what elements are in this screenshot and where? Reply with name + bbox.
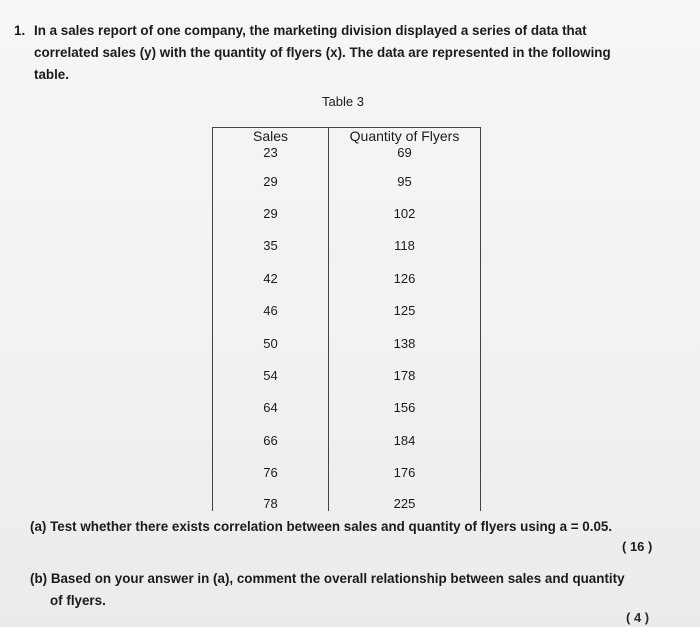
part-b-line-1: (b) Based on your answer in (a), comment the overall relationship between sales and quantity	[30, 571, 625, 586]
cell-flyers: 126	[329, 262, 481, 294]
cell-sales: 76	[213, 457, 329, 489]
cell-sales: 35	[213, 230, 329, 262]
question-number: 1.	[14, 23, 26, 38]
question-line-1-text: In a sales report of one company, the marketing division displayed a series of data that	[34, 23, 587, 38]
cell-sales: 42	[213, 262, 329, 294]
part-b-marks: ( 4 )	[626, 610, 650, 625]
cell-sales: 50	[213, 327, 329, 359]
cell-flyers: 125	[329, 295, 481, 327]
table-header-row	[213, 128, 481, 146]
table-row	[213, 165, 481, 197]
cell-sales: 29	[213, 165, 329, 197]
header-sales: Sales	[213, 128, 329, 146]
cell-sales: 46	[213, 295, 329, 327]
table-row	[213, 392, 481, 424]
cell-flyers: 69	[329, 145, 481, 165]
table-row	[213, 424, 481, 456]
part-a-marks: ( 16 )	[622, 539, 653, 554]
cell-flyers: 184	[329, 424, 481, 456]
table-row	[213, 489, 481, 511]
table-row	[213, 457, 481, 489]
table-row	[213, 295, 481, 327]
part-a-text: (a) Test whether there exists correlation between sales and quantity of flyers using a = 0.05.	[30, 519, 613, 534]
cell-flyers: 176	[329, 457, 481, 489]
cell-flyers: 138	[329, 327, 481, 359]
table-row	[213, 262, 481, 294]
table-row	[213, 145, 481, 165]
question-line-3: table.	[34, 67, 69, 82]
cell-sales: 64	[213, 392, 329, 424]
cell-flyers: 102	[329, 197, 481, 229]
table-row	[213, 230, 481, 262]
cell-sales: 29	[213, 197, 329, 229]
cell-flyers: 225	[329, 489, 481, 511]
table-caption: Table 3	[322, 94, 364, 109]
cell-flyers: 95	[329, 165, 481, 197]
part-b-text	[30, 568, 670, 612]
cell-flyers: 156	[329, 392, 481, 424]
cell-flyers: 178	[329, 359, 481, 391]
table-row	[213, 359, 481, 391]
cell-sales: 66	[213, 424, 329, 456]
table-row	[213, 327, 481, 359]
question-text	[14, 20, 674, 86]
question-line-2: correlated sales (y) with the quantity of flyers (x). The data are represented in the following	[34, 45, 611, 60]
cell-sales: 23	[213, 145, 329, 165]
question-line-1	[14, 20, 674, 42]
cell-sales: 78	[213, 489, 329, 511]
part-b-line-2: of flyers.	[50, 593, 106, 608]
sales-flyers-table	[212, 127, 481, 511]
table-row	[213, 197, 481, 229]
cell-sales: 54	[213, 359, 329, 391]
header-quantity-of-flyers: Quantity of Flyers	[329, 128, 481, 146]
cell-flyers: 118	[329, 230, 481, 262]
